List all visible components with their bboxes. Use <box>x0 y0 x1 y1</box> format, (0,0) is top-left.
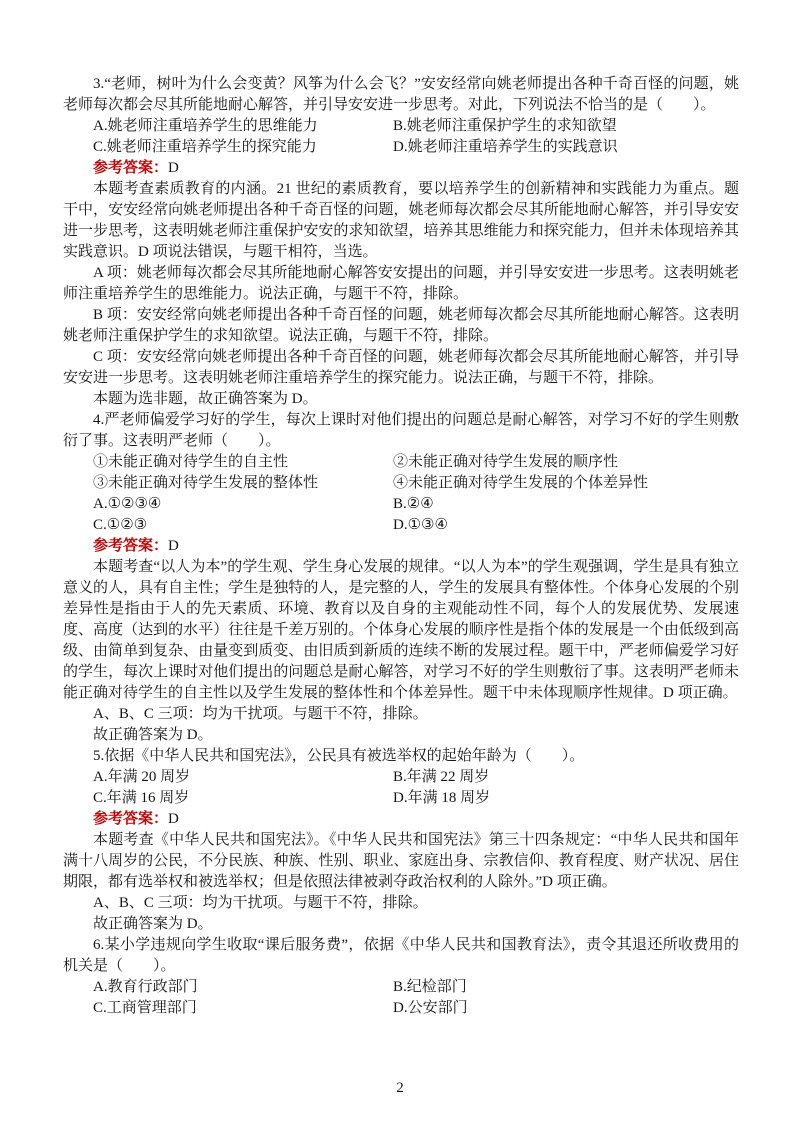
question-3-option-b: B.姚老师注重保护学生的求知欲望 <box>393 118 617 134</box>
question-3-option-a: A.姚老师注重培养学生的思维能力 <box>93 118 318 134</box>
question-5-options-row-2 <box>63 788 739 809</box>
question-6-option-a: A.教育行政部门 <box>93 979 198 995</box>
question-4-option-d: D.①③④ <box>393 517 448 533</box>
question-3 <box>63 74 739 410</box>
question-3-analysis-b: B 项：安安经常向姚老师提出各种千奇百怪的问题，姚老师每次都会尽其所能地耐心解答。这表明姚老师注重保护学生的求知欲望。说法正确，与题干不符，排除。 <box>63 307 739 344</box>
question-5-option-b: B.年满 22 周岁 <box>393 769 490 785</box>
question-5-option-a: A.年满 20 周岁 <box>93 769 191 785</box>
question-5-analysis: 本题考查《中华人民共和国宪法》。《中华人民共和国宪法》第三十四条规定：“中华人民共和国年满十八周岁的公民，不分民族、种族、性别、职业、家庭出身、宗教信仰、教育程度、财产状况、居住期限，都有选举权和被选举权；但是依照法律被剥夺政治权利的人除外。”D 项正确。 <box>63 832 739 890</box>
question-5-option-c: C.年满 16 周岁 <box>93 790 190 806</box>
question-3-analysis-a: A 项：姚老师每次都会尽其所能地耐心解答安安提出的问题，并引导安安进一步思考。这表明姚老师注重培养学生的思维能力。说法正确，与题干不符，排除。 <box>63 265 739 302</box>
question-4-items-row-2 <box>63 473 739 494</box>
question-4-item-2: ②未能正确对待学生发展的顺序性 <box>393 454 619 470</box>
question-5-stem: 5.依据《中华人民共和国宪法》，公民具有被选举权的起始年龄为（ ）。 <box>93 748 585 764</box>
answer-label: 参考答案： <box>93 811 169 827</box>
question-4-item-4: ④未能正确对待学生发展的个体差异性 <box>393 475 649 491</box>
question-3-analysis: 本题考查素质教育的内涵。21 世纪的素质教育，要以培养学生的创新精神和实践能力为重点。题干中，安安经常向姚老师提出各种千奇百怪的问题，姚老师每次都会尽其所能地耐心解答，并引导安安进一步思考，这表明姚老师注重保护安安的求知欲望，培养其思维能力和探究能力，但并未体现培养其实践意识。D 项说法错误，与题干相符，当选。 <box>63 181 739 260</box>
question-4-option-b: B.②④ <box>393 496 434 512</box>
question-4-item-1: ①未能正确对待学生的自主性 <box>93 454 289 470</box>
question-5 <box>63 746 739 935</box>
question-5-answer-line <box>63 809 739 830</box>
page-content <box>63 74 739 1019</box>
answer-label: 参考答案： <box>93 538 169 554</box>
question-3-option-c: C.姚老师注重培养学生的探究能力 <box>93 139 317 155</box>
question-4-options-row-2 <box>63 515 739 536</box>
question-3-options-row-1 <box>63 116 739 137</box>
question-3-option-d: D.姚老师注重培养学生的实践意识 <box>393 139 618 155</box>
question-3-answer-line <box>63 158 739 179</box>
question-4-option-c: C.①②③ <box>93 517 148 533</box>
question-6-option-d: D.公安部门 <box>393 1000 468 1016</box>
question-3-options-row-2 <box>63 137 739 158</box>
question-4-answer-line <box>63 536 739 557</box>
question-5-distractors: A、B、C 三项：均为干扰项。与题干不符，排除。 <box>93 895 428 911</box>
question-6-stem: 6.某小学违规向学生收取“课后服务费”，依据《中华人民共和国教育法》，责令其退还所收费用的机关是（ ）。 <box>63 937 739 974</box>
question-3-stem: 3.“老师，树叶为什么会变黄？风筝为什么会飞？”安安经常向姚老师提出各种千奇百怪的问题，姚老师每次都会尽其所能地耐心解答，并引导安安进一步思考。对此，下列说法不恰当的是（ ）。 <box>63 76 739 113</box>
question-4-items-row-1 <box>63 452 739 473</box>
question-6-options-row-2 <box>63 998 739 1019</box>
answer-label: 参考答案： <box>93 160 169 176</box>
question-4 <box>63 410 739 746</box>
question-3-conclusion: 本题为选非题，故正确答案为 D。 <box>93 391 318 407</box>
question-6 <box>63 935 739 1019</box>
question-4-stem: 4.严老师偏爱学习好的学生，每次上课时对他们提出的问题总是耐心解答，对学习不好的学生则敷衍了事。这表明严老师（ ）。 <box>63 412 739 449</box>
question-4-options-row-1 <box>63 494 739 515</box>
question-5-options-row-1 <box>63 767 739 788</box>
question-4-analysis: 本题考查“以人为本”的学生观、学生身心发展的规律。“以人为本”的学生观强调，学生是具有独立意义的人，具有自主性；学生是独特的人，是完整的人，学生的发展具有整体性。个体身心发展的个别差异性是指由于人的先天素质、环境、教育以及自身的主观能动性不同，每个人的发展优势、发展速度、高度（达到的水平）往往是千差万别的。个体身心发展的顺序性是指个体的发展是一个由低级到高级、由简单到复杂、由量变到质变、由旧质到新质的连续不断的发展过程。题干中，严老师偏爱学习好的学生，每次上课时对他们提出的问题总是耐心解答，对学习不好的学生则敷衍了事。这表明严老师未能正确对待学生的自主性以及学生发展的整体性和个体差异性。题干中未体现顺序性规律。D 项正确。 <box>63 559 739 701</box>
question-6-options-row-1 <box>63 977 739 998</box>
answer-value: D <box>168 538 179 554</box>
question-4-conclusion: 故正确答案为 D。 <box>93 727 213 743</box>
question-6-option-b: B.纪检部门 <box>393 979 467 995</box>
question-6-option-c: C.工商管理部门 <box>93 1000 197 1016</box>
question-4-option-a: A.①②③④ <box>93 496 162 512</box>
answer-value: D <box>168 811 179 827</box>
page-number: 2 <box>396 1080 404 1096</box>
question-5-conclusion: 故正确答案为 D。 <box>93 916 213 932</box>
question-5-option-d: D.年满 18 周岁 <box>393 790 491 806</box>
question-4-distractors: A、B、C 三项：均为干扰项。与题干不符，排除。 <box>93 706 428 722</box>
question-3-analysis-c: C 项：安安经常向姚老师提出各种千奇百怪的问题，姚老师每次都会尽其所能地耐心解答，并引导安安进一步思考。这表明姚老师注重培养学生的探究能力。说法正确，与题干不符，排除。 <box>63 349 739 386</box>
question-4-item-3: ③未能正确对待学生发展的整体性 <box>93 475 319 491</box>
answer-value: D <box>168 160 179 176</box>
